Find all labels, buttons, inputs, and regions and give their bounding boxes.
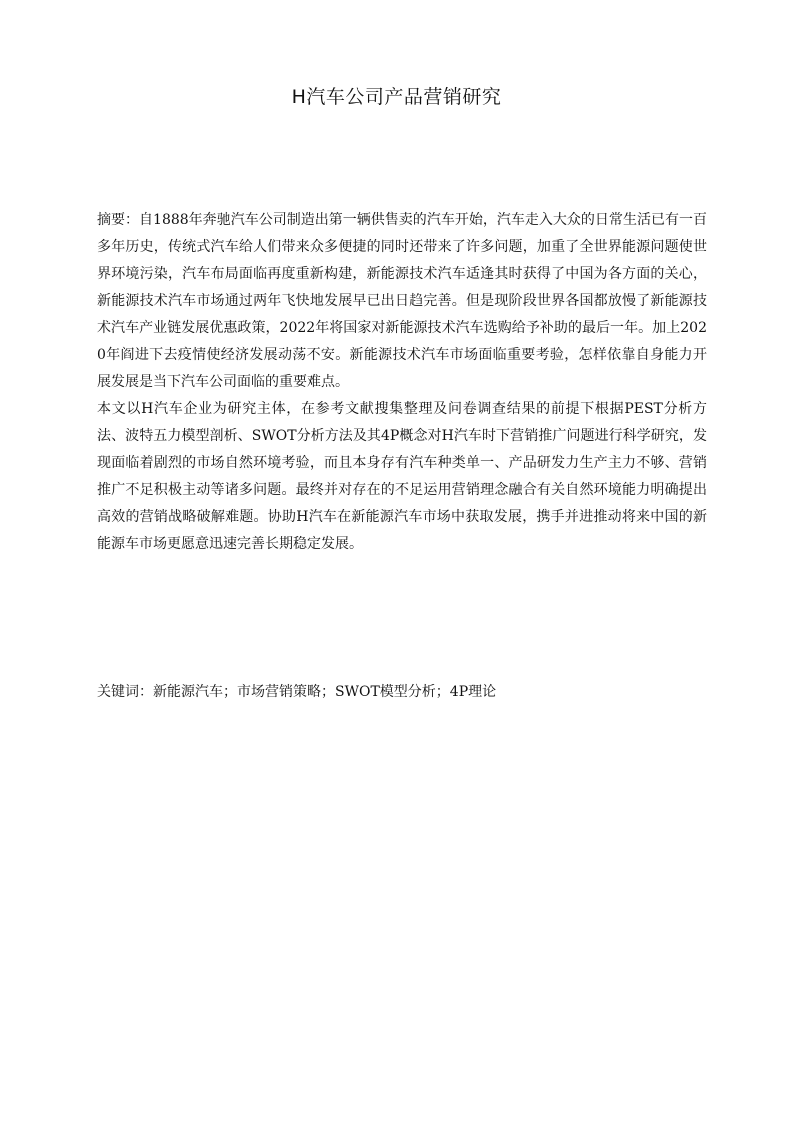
abstract-paragraph-1: 摘要：自1888年奔驰汽车公司制造出第一辆供售卖的汽车开始，汽车走入大众的日常生活已有一百多年历史，传统式汽车给人们带来众多便捷的同时还带来了许多问题，加重了全世界能源问题使世界环境污染，汽车布局面临再度重新构建，新能源技术汽车适逢其时获得了中国为各方面的关心，新能源技术汽车市场通过两年飞快地发展早已出日趋完善。但是现阶段世界各国都放慢了新能源技术汽车产业链发展优惠政策，2022年将国家对新能源技术汽车选购给予补助的最后一年。加上2020年阎进下去疫情使经济发展动荡不安。新能源技术汽车市场面临重要考验，怎样依靠自身能力开展发展是当下汽车公司面临的重要难点。: [97, 212, 707, 390]
document-title: H汽车公司产品营销研究: [291, 86, 502, 108]
abstract-paragraph-2: 本文以H汽车企业为研究主体，在参考文献搜集整理及问卷调查结果的前提下根据PEST分析方法、波特五力模型剖析、SWOT分析方法及其4P概念对H汽车时下营销推广问题进行科学研究，发现面临着剧烈的市场自然环境考验，而且本身存有汽车种类单一、产品研发力生产主力不够、营销推广不足积极主动等诸多问题。最终并对存在的不足运用营销理念融合有关自然环境能力明确提出高效的营销战略破解难题。协助H汽车在新能源汽车市场中获取发展，携手并进推动将来中国的新能源车市场更愿意迅速完善长期稳定发展。: [97, 401, 707, 552]
keywords-line: 关键词：新能源汽车；市场营销策略；SWOT模型分析；4P理论: [97, 684, 497, 700]
abstract-section: [97, 207, 707, 558]
